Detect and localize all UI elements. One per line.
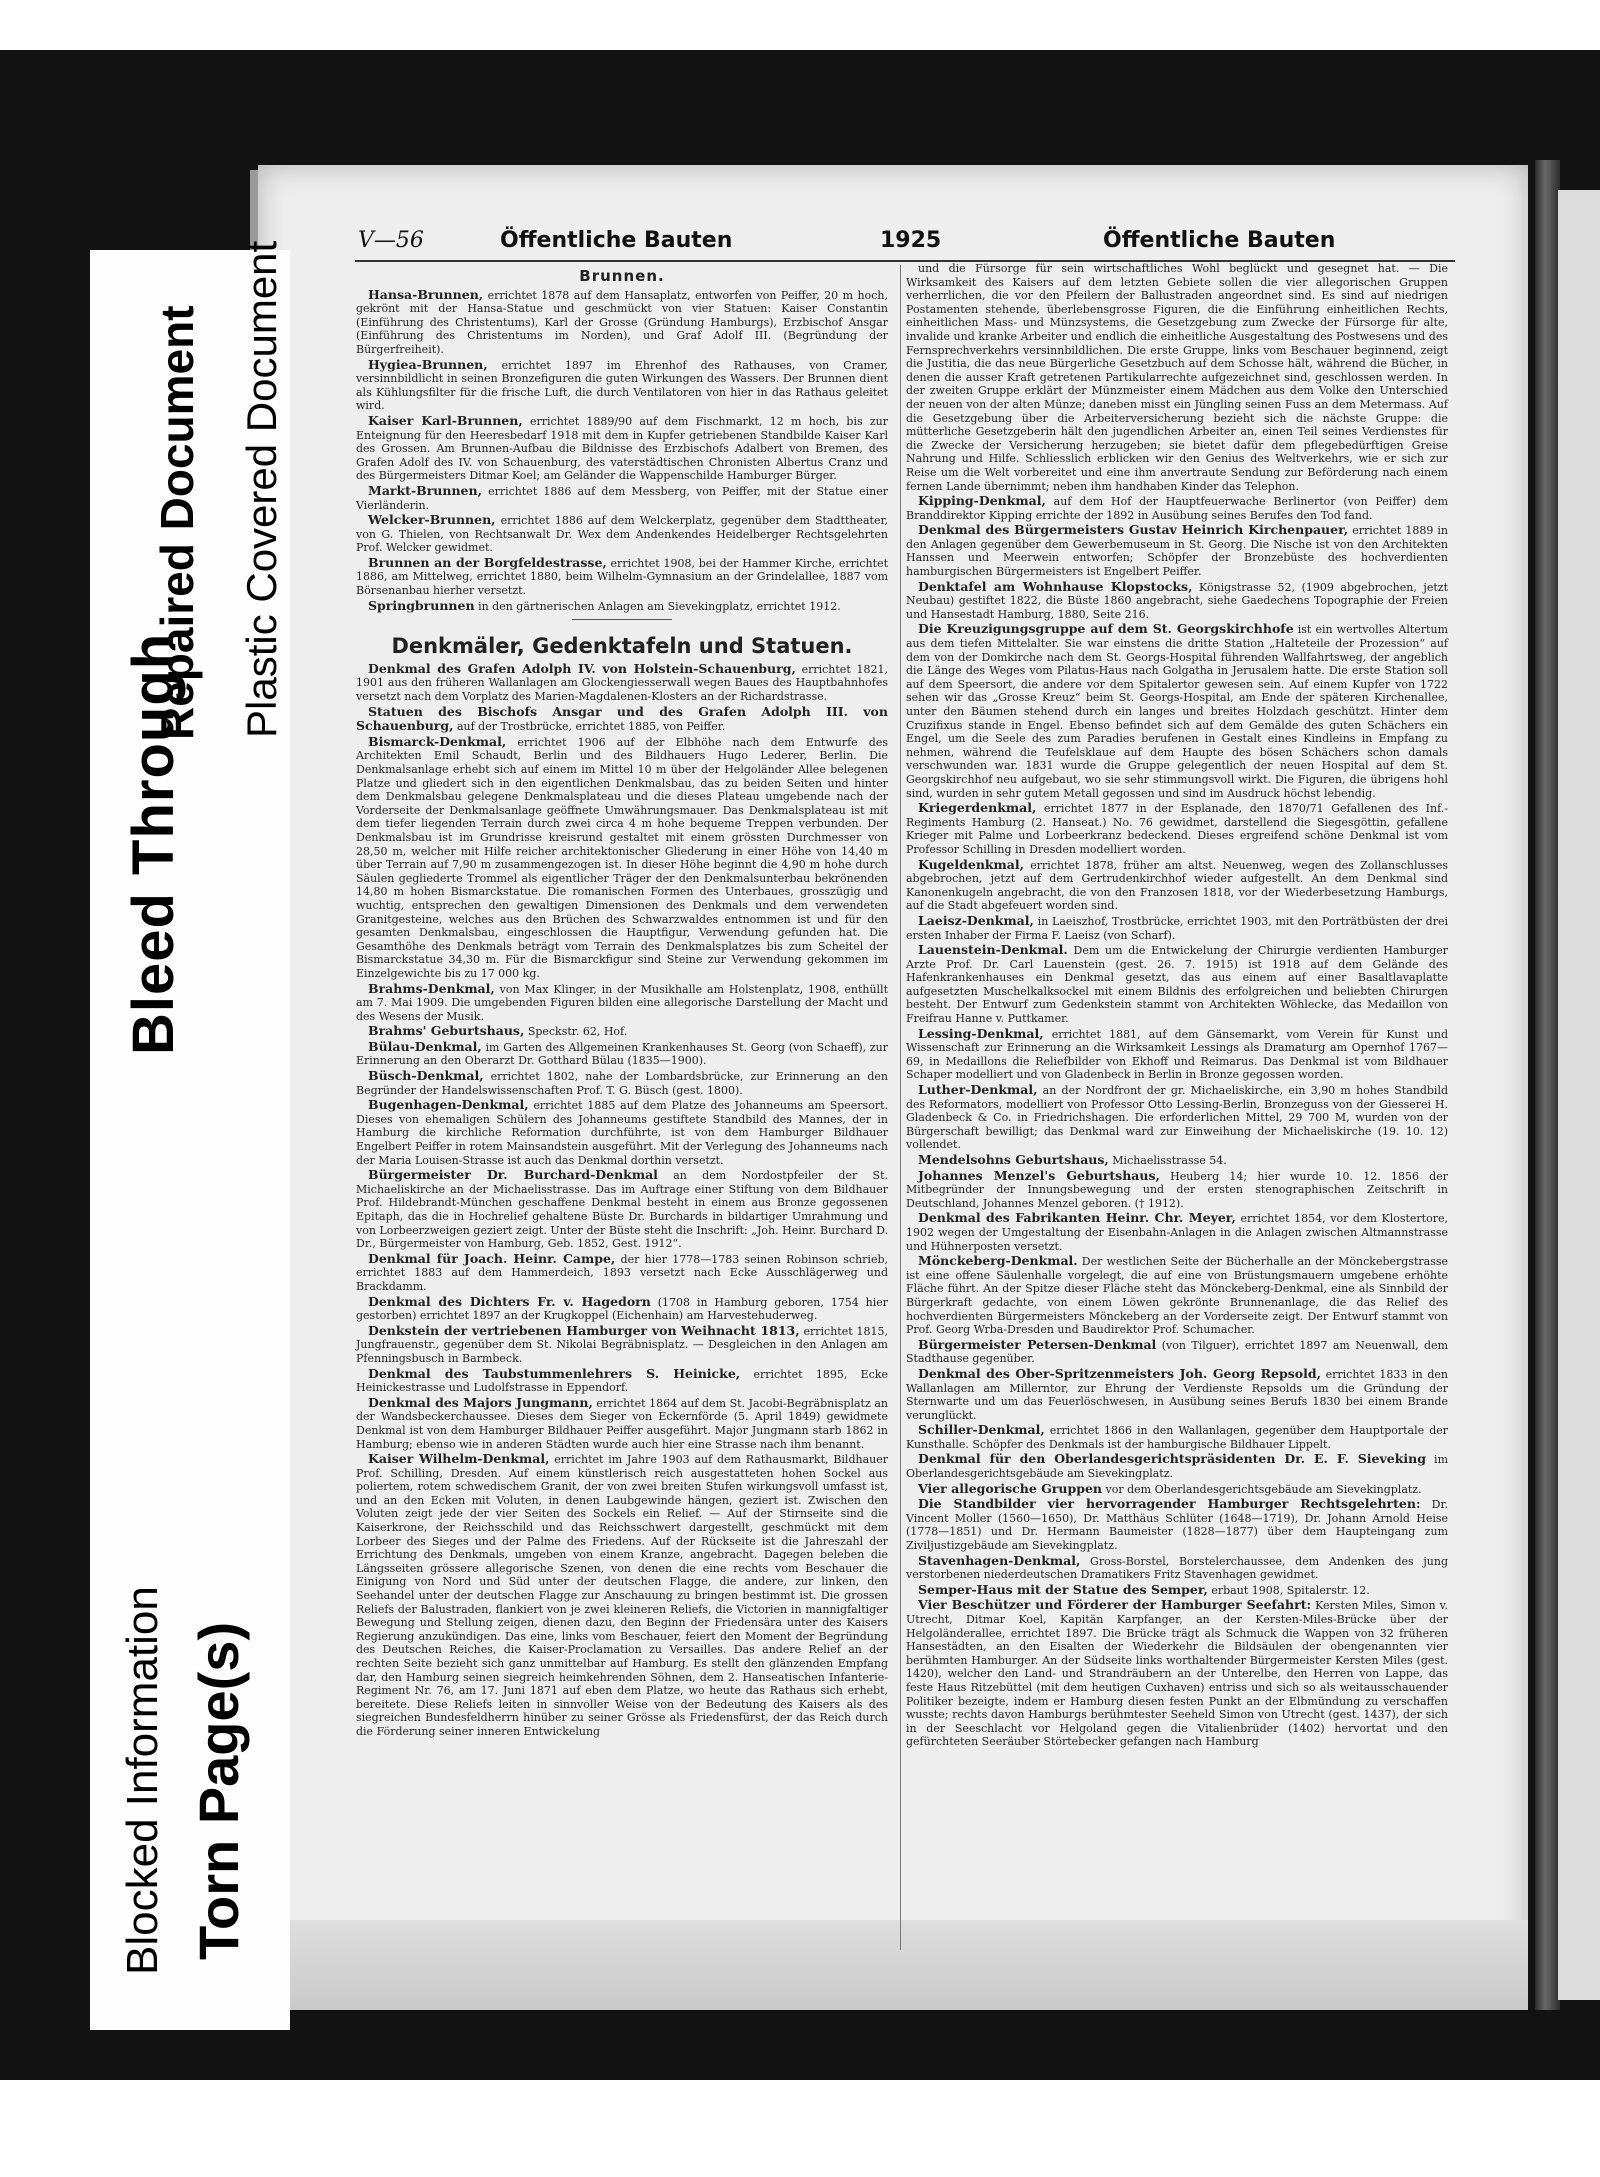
entry-lead: Hansa-Brunnen,	[368, 286, 484, 302]
entry-paragraph	[906, 1211, 1448, 1253]
section-divider	[572, 619, 672, 620]
entry-lead: Stavenhagen-Denkmal,	[918, 1552, 1081, 1568]
entry-paragraph	[906, 1254, 1448, 1337]
entry-paragraph	[356, 1295, 888, 1323]
entry-text: errichtet 1878, früher am altst. Neuenweg, wegen des Zollanschlusses abgebrochen, jetzt auf dem Gertrudenkirchhof wieder aufgestellt. An dem Denkmal sind Kanonenkugeln angebracht, die von den Franzosen 1818, vor der Wiederbesetzung Hamburgs, auf die Stadt abgefeuert worden sind.	[906, 858, 1449, 913]
entry-text: errichtet 1897 im Ehrenhof des Rathauses, von Cramer, versinnbildlicht in seinen Bronzefiguren die guten Wirkungen des Wassers. Der Brunnen dient als Kühlungsfilter für die frische Luft, die durch Ventilatoren von hier in das Rathaus geleitet wird.	[356, 358, 888, 413]
label-repaired-document: Repaired Document	[151, 305, 203, 740]
entry-lead: Schiller-Denkmal,	[918, 1422, 1045, 1438]
entry-lead: Bürgermeister Petersen-Denkmal	[918, 1336, 1157, 1352]
entry-text: errichtet 1889 in den Anlagen gegenüber dem Gewerbemuseum in St. Georg. Die Nische ist von den Architekten Hanssen und Meerwein entworfen; Schöpfer der Bronzebüste des hochverdienten hamburgischen Bürgermeisters ist Engelbert Peiffer.	[906, 524, 1449, 579]
brunnen-entries	[356, 288, 888, 614]
entry-lead: Die Standbilder vier hervorragender Hamburger Rechtsgelehrten:	[918, 1496, 1421, 1512]
entry-lead: Mendelsohns Geburtshaus,	[918, 1152, 1109, 1167]
entry-paragraph	[906, 622, 1448, 800]
entry-lead: Denkmal des Majors Jungmann,	[368, 1394, 593, 1410]
entry-text: ist ein wertvolles Altertum aus dem tiefen Mittelalter. Sie war einstens die dritte Station „Halteteile der Prozession“ auf dem von der Domkirche nach dem St. Georgs-Hospital führenden Wallfahrtsweg, der angeblich die Länge des Weges vom Pilatus-Haus nach Golgatha in Jerusalem hatte. Die erste Station soll auf dem Speersort, die andere vor dem Spitalertor gewesen sein. Auf einem Kupfer von 1722 sehen wir das „Grosse Kreuz“ beim St. Georgs-Hospital, am Ende der späteren Kirchenallee, unter den Bäumen stehend durch ein langes und breites Holzdach geschützt. Hinter dem Cruzifixus stande in Engel. Ebenso befindet sich auf dem Gemälde des guten Schächers ein Engel, um die Seele des zum Paradies berufenen in Gestalt eines Kindleins in Empfang zu nehmen, während die Teufelsklaue auf dem Haupte des bösen Schächers schon damals verschwunden war. 1831 wurde die Gruppe gelegentlich der neuen Hospital auf dem St. Georgskirchhof neu aufgebaut, wo sie sehr stimmungsvoll wirkt. Die Figuren, die übrigens hohl sind, wurden in sehr gutem Metall gegossen und sind im Ausdruck höchst lebendig.	[906, 623, 1448, 800]
entry-paragraph	[356, 1396, 888, 1451]
entry-text: auf der Trostbrücke, errichtet 1885, von Peiffer.	[456, 720, 726, 734]
entry-text: errichtet 1886 auf dem Welckerplatz, gegenüber dem Stadttheater, von G. Thielen, von Rechtsanwalt Dr. Wex dem Andenkendes Heidelberger Rechtsgelehrten Prof. Welcker gewidmet.	[356, 514, 888, 555]
entry-paragraph	[356, 414, 888, 483]
entry-text: Gross-Borstel, Borstelerchaussee, dem Andenken des jung verstorbenen niederdeutschen Dramatikers Fritz Stavenhagen gewidmet.	[906, 1554, 1448, 1582]
entry-text: errichtet 1815, Jungfrauenstr., gegenüber dem St. Nikolai Begräbnisplatz. — Desgleichen in den Anlagen am Pfenningsbusch in Barmbeck.	[356, 1324, 888, 1365]
entry-lead: Laeisz-Denkmal,	[918, 912, 1034, 928]
entry-text: Dr. Vincent Moller (1560—1650), Dr. Matthäus Schlüter (1648—1719), Dr. Johann Arnold Heise (1778—1851) und Dr. Hermann Baumeister (1828—1877) über dem Haupteingang zum Ziviljustizgebäude am Sievekingplatz.	[906, 1498, 1448, 1553]
entry-lead: Denkmal des Taubstummenlehrers S. Heinicke,	[368, 1365, 741, 1381]
entry-paragraph	[356, 735, 888, 981]
entry-text: errichtet 1864 auf dem St. Jacobi-Begräbnisplatz an der Wandsbeckerchaussee. Dieses dem Sieger von Eckernförde (5. April 1849) gewidmete Denkmal ist von dem Hamburger Bildhauer Peiffer ausgeführt. Major Jungmann starb 1862 in Hamburg; ebenso wie in anderen Städten wurde auch hier eine Strasse nach ihm benannt.	[356, 1396, 888, 1451]
entry-lead: Denkmal des Dichters Fr. v. Hagedorn	[368, 1293, 651, 1309]
entry-lead: Kaiser Karl-Brunnen,	[368, 412, 523, 428]
book-spine	[1535, 160, 1560, 2010]
entry-text: an dem Nordostpfeiler der St. Michaeliskirche an der Michaelisstrasse. Das im Auftrage einer Stiftung von dem Bildhauer Prof. Hildebrandt-München geschaffene Denkmal besteht in einem aus Bronze gegossenen Epitaph, das die in Hochrelief gehaltene Büste Dr. Burchards in bildartiger Umrahmung und von Lorbeerzweigen geziert zeigt. Unter der Büste steht die Inschrift: „Joh. Heinr. Burchard D. Dr., Bürgermeister von Hamburg, Geb. 1852, Gest. 1912“.	[356, 1169, 889, 1251]
column-divider	[900, 265, 901, 1950]
entry-text: in Laeiszhof, Trostbrücke, errichtet 1903, mit den Porträtbüsten der drei ersten Inhaber der Firma F. Laeisz (von Scharf).	[906, 914, 1448, 942]
entry-lead: Kaiser Wilhelm-Denkmal,	[368, 1451, 550, 1467]
entry-paragraph	[906, 1169, 1448, 1211]
page-bottom-margin	[258, 1920, 1528, 2010]
entry-lead: Mönckeberg-Denkmal.	[918, 1253, 1078, 1269]
entry-text: errichtet 1881, auf dem Gänsemarkt, vom Verein für Kunst und Wissenschaft zur Erinnerung an die Wirksamkeit Lessings als Dramaturg am Opernhof 1767—69, in Medaillons die Reliefbilder von Ekhoff und Reimarus. Das Denkmal ist vom Bildhauer Schaper modelliert und von Gladenbeck in Berlin in Bronze gegossen worden.	[906, 1027, 1448, 1082]
entry-lead: Büsch-Denkmal,	[368, 1068, 484, 1084]
entry-text: der hier 1778—1783 seinen Robinson schrieb, errichtet 1883 auf dem Hammerdeich, 1893 versetzt nach Ecke Ausschlägerweg und Brackdamm.	[356, 1252, 888, 1293]
entry-paragraph	[906, 262, 1448, 493]
entry-lead: Bismarck-Denkmal,	[368, 733, 507, 749]
entry-text: Kersten Miles, Simon v. Utrecht, Ditmar Koel, Kapitän Karpfanger, an der Kersten-Miles-Brücke über der Helgoländerallee, errichtet 1897. Die Brücke trägt als Schmuck die Wappen von 32 früheren Hansestädten, an den Eisalten der Wiederkehr die Bildsäulen der obengenannten vier berühmten Hamburger. An der Südseite links worthaltender Bürgermeister Kersten Miles (gest. 1420), welcher den Land- und Strandräubern an der Unterelbe, den Herren von Lappe, das feste Haus Ritzebüttel (mit dem heutigen Cuxhaven) entriss und sich so als weitausschauender Politiker bezeigte, indem er Hamburg diesen festen Punkt an der Elbmündung zu verschaffen wusste; rechts davon Hamburgs berühmtester Seeheld Simon von Utrecht (gest. 1437), der sich in der Seeschlacht vor Helgoland gegen die Vitalienbrüder (1402) hervortat und den gefürchteten Seeräuber Störtebecker gefangen nach Hamburg	[906, 1599, 1449, 1749]
entry-paragraph	[906, 1583, 1448, 1598]
entry-text: Der westlichen Seite der Bücherhalle an der Mönckebergstrasse ist eine offene Säulenhalle vorgelegt, die auf eine von Brüstungsmauern umgebene erhöhte Fläche führt. An der Spitze dieser Fläche steht das Mönckeberg-Denkmal, eine als Sinnbild der Bürgerkraft gedachte, von einem Löwen gekrönte Brunnenanlage, die das Relief des hochverdienten Bürgermeisters Mönckeberg an der Vorderseite zeigt. Der Entwurf stammt von Prof. Georg Wrba-Dresden und Baudirektor Prof. Schumacher.	[906, 1255, 1448, 1337]
entry-text: errichtet 1906 auf der Elbhöhe nach dem Entwurfe des Architekten Emil Schaudt, Berlin und des Bildhauers Hugo Lederer, Berlin. Die Denkmalsanlage erhebt sich auf einem im Mittel 10 m über der Helgoländer Allee belegenen Platze und gliedert sich in den eigentlichen Denkmalsbau, das zu beiden Seiten und hinter dem Denkmalsbau gelegene Denkmalsplateau und die dieses Plateau umgebende nach der Vorderseite der Denkmalsanlage geöffnete Umwährungsmauer. Das Denkmalsplateau ist mit dem tiefer liegenden Terrain durch zwei circa 4 m hohe bequeme Treppen verbunden. Der Denkmalsbau ist im Grundrisse kreisrund gestaltet mit einem grössten Durchmesser von 28,50 m, welcher mit Hilfe reicher architektonischer Gliederung in einer Höhe von 14,40 m über Terrain auf 7,90 m zusammengezogen ist. In dieser Höhe beginnt die 4,90 m hohe durch Säulen gegliederte Trommel als eigentlicher Träger der den Denkmalsunterbau bekrönenden 14,80 m hohen Bismarckstatue. Die romanischen Formen des Unterbaues, grosszügig und wuchtig, entsprechen den gewaltigen Dimensionen des Denkmals und dem verwendeten Granitgesteine, welches aus den Brüchen des Schwarzwaldes entnommen ist und für den gesamten Denkmalsbau, eingeschlossen die Hauptfigur, Verwendung gefunden hat. Die Gesamthöhe des Denkmals beträgt vom Terrain des Denkmalsplatzes bis zum Scheitel der Bismarckstatue 34,30 m. Für die Bismarckfigur sind Steine zur Verwendung gekommen im Einzelgewichte bis zu 17 000 kg.	[356, 735, 888, 980]
running-title-left: Öffentliche Bauten	[500, 228, 733, 253]
entry-paragraph	[356, 484, 888, 512]
entry-text: erbaut 1908, Spitalerstr. 12.	[1211, 1583, 1370, 1597]
denkmal-entries	[356, 662, 888, 1739]
left-column	[356, 268, 888, 1740]
running-title-right: Öffentliche Bauten	[1103, 228, 1336, 253]
entry-paragraph	[356, 1367, 888, 1395]
entry-paragraph	[906, 523, 1448, 578]
entry-paragraph	[356, 705, 888, 734]
entry-lead: Denkmal des Bürgermeisters Gustav Heinrich Kirchenpauer,	[918, 522, 1349, 538]
label-plastic-covered: Plastic Covered Document	[238, 240, 285, 738]
entry-lead: Welcker-Brunnen,	[368, 512, 496, 528]
entry-paragraph	[356, 1324, 888, 1366]
entry-paragraph	[356, 1069, 888, 1097]
entry-text: errichtet 1878 auf dem Hansaplatz, entworfen von Peiffer, 20 m hoch, gekrönt mit der Hansa-Statue und geschmückt von vier Statuen: Kaiser Constantin (Einführung des Christentums), Karl der Grosse (Gründung Hamburgs), Erzbischof Ansgar (Einführung des Christentums im Norden), und Graf Adolf III. (Begründung der Bürgerfreiheit).	[356, 288, 889, 356]
entry-paragraph	[356, 599, 888, 614]
entry-lead: Denkmal des Fabrikanten Heinr. Chr. Meyer,	[918, 1210, 1236, 1226]
entry-lead: Brahms' Geburtshaus,	[368, 1023, 525, 1039]
entry-lead: Kriegerdenkmal,	[918, 800, 1037, 816]
running-year: 1925	[880, 228, 942, 253]
entry-lead: Brahms-Denkmal,	[368, 980, 495, 996]
entry-text: errichtet im Jahre 1903 auf dem Rathausmarkt, Bildhauer Prof. Schilling, Dresden. Auf einem künstlerisch reich ausgestatteten hohen Sockel aus poliertem, rotem schwedischem Granit, der von zwei breiten Stufen wirkungsvoll umfasst ist, und an den Ecken mit Voluten, in denen Laubgewinde hängen, geziert ist. Zwischen den Voluten zeigt jede der vier Seiten des Sockels ein Relief. — Auf der Stirnseite sind die Kaiserkrone, der Reichsschild und das Reichsschwert dargestellt, geschmückt mit dem Lorbeer des Sieges und der Palme des Friedens. Auf der Rückseite ist die Jahreszahl der Errichtung des Denkmals, umgeben von einem Kranze, angebracht. Dagegen beleben die Längsseiten grössere allegorische Szenen, von denen die eine rechts vom Beschauer die Einigung von Nord und Süd unter der deutschen Flagge, die andere, zur linken, den Seehandel unter der deutschen Flagge zur Anschauung zu bringen bestimmt ist. Die grossen Reliefs der Balustraden, flankiert von je zwei kleineren Reliefs, die Victorien in mannigfaltiger Bewegung und Stellung zeigen, dienen dazu, den Beginn der Friedensära unter des Kaisers Regierung anzukündigen. Das eine, links vom Beschauer, feiert den Moment der Begründung des Deutschen Reiches, die Kaiser-Proclamation zu Versailles. Das andere Relief an der rechten Seite bezieht sich ganz unmittelbar auf Hamburg. Es stellt den glänzenden Empfang dar, den Hamburg seinen siegreich heimkehrenden Söhnen, dem 2. Hanseatischen Infanterie-Regiment Nr. 76, am 17. Juni 1871 auf eben dem Platze, wo heute das Rathaus sich erhebt, bereitete. Diese Reliefs leiten in sinnvoller Weise von der Bedeutung des Kaisers als des siegreichen Bundesfeldherrn hinüber zu seiner Grösse als Friedensfürst, der das Reich durch die Förderung seiner inneren Entwickelung	[356, 1453, 888, 1738]
entry-paragraph	[356, 1252, 888, 1294]
entry-lead: Brunnen an der Borgfeldestrasse,	[368, 554, 607, 570]
entry-lead: Denkmal für den Oberlandesgerichtspräsidenten Dr. E. F. Sieveking	[918, 1451, 1426, 1467]
entry-paragraph	[906, 1554, 1448, 1582]
entry-text: errichtet 1821, 1901 aus den früheren Wallanlagen am Glockengiesserwall wegen Baues des Hauptbahnhofes versetzt nach dem Vorplatz des Marien-Magdalenen-Klosters an der Richardstrasse.	[356, 662, 888, 704]
entry-text: vor dem Oberlandesgerichtsgebäude am Sievekingplatz.	[1105, 1482, 1422, 1496]
entry-paragraph	[356, 982, 888, 1024]
entry-text: errichtet 1854, vor dem Klostertore, 1902 wegen der Umgestaltung der Eisenbahn-Anlagen in die Anlagen zwischen Altmannstrasse und Hühnerposten versetzt.	[906, 1212, 1448, 1253]
entry-lead: Hygiea-Brunnen,	[368, 356, 488, 372]
entry-lead: Vier allegorische Gruppen	[918, 1480, 1102, 1496]
entry-paragraph	[356, 358, 888, 413]
entry-paragraph	[906, 1497, 1448, 1552]
entry-lead: Bülau-Denkmal,	[368, 1038, 482, 1054]
entry-paragraph	[356, 1024, 888, 1039]
label-bleed-through: Bleed Through	[121, 632, 186, 1055]
entry-lead: Bugenhagen-Denkmal,	[368, 1097, 529, 1113]
entry-text: von Max Klinger, in der Musikhalle am Holstenplatz, 1908, enthüllt am 7. Mai 1909. Die umgebenden Figuren bilden eine allegorische Darstellung der Macht und des Wesens der Musik.	[356, 982, 888, 1023]
entry-text: errichtet 1802, nahe der Lombardsbrücke, zur Erinnerung an den Begründer der Handelswissenschaften Prof. T. G. Büsch (gest. 1800).	[356, 1070, 889, 1097]
entry-paragraph	[906, 858, 1448, 913]
entry-paragraph	[906, 1027, 1448, 1082]
entry-text: Heuberg 14; hier wurde 10. 12. 1856 der Mitbegründer der Innungsbewegung und der ersten stenographischen Zeitschrift in Deutschland, Johannes Menzel geboren. († 1912).	[906, 1169, 1448, 1210]
entry-paragraph	[906, 1423, 1448, 1451]
entry-text: errichtet 1895, Ecke Heinickestrasse und Ludolfstrasse in Eppendorf.	[356, 1367, 888, 1395]
entry-paragraph	[906, 914, 1448, 942]
entry-lead: Springbrunnen	[368, 597, 475, 613]
entry-text: und die Fürsorge für sein wirtschaftliches Wohl beglückt und gesegnet hat. — Die Wirksamkeit des Kaisers auf dem letzten Gebiete sollen die vier allegorischen Gruppen verherrlichen, die vor den Pfeilern der Ballustraden angeordnet sind. Es sind auf niedrigen Postamenten stehende, überlebensgrosse Figuren, die die Einführung einheitlichen Rechts, einheitlichen Mass- und Münzsystems, die Gesetzgebung zum Zwecke der Fürsorge für alte, invalide und kranke Arbeiter und endlich die einheitliche Ausgestaltung des Postwesens und des Fernsprechverkehrs versinnbildlichen. Die erste Gruppe, links vom Beschauer beginnend, zeigt die Justitia, die das neue Bürgerliche Gesetzbuch auf dem Schosse hält, während die Bücher, in denen die ausser Kraft getretenen Partikularrechte aufgezeichnet sind, geschlossen werden. In der zweiten Gruppe erklärt der Münzmeister einem Mädchen aus dem Volke den Unterschied der neuen von der alten Münze; daneben misst ein Jüngling seinen Fuss an dem Metermass. Auf die Gesetzgebung über die Arbeiterversicherung bezieht sich die nächste Gruppe: die mütterliche Gesetzgeberin hält den jugendlichen Arbeiter an, einen Teil seines Verdienstes für die Zwecke der Versicherung herzugeben; sie bietet dafür dem pflegebedürftigen Greise Nahrung und Hilfe. Schliesslich erblicken wir den Genius des Weltverkehrs, wie er sich zur Reise um die Welt vorbereitet und eine ihm anvertraute Sendung zur Beförderung nach einem fernen Lande übernimmt; neben ihm handhaben Kinder das Telephon.	[906, 262, 1448, 493]
entry-text: in den gärtnerischen Anlagen am Sievekingplatz, errichtet 1912.	[478, 599, 841, 613]
label-torn-pages: Torn Page(s)	[187, 1621, 250, 1960]
entry-paragraph	[356, 1098, 888, 1167]
entry-text: errichtet 1833 in den Wallanlagen am Millerntor, zur Ehrung der Verdienste Repsolds um die Gründung der Sternwarte und um das Feuerlöschwesen, in Ausübung seines Berufs 1830 bei einem Brande verunglückt.	[906, 1367, 1448, 1422]
entry-text: an der Nordfront der gr. Michaeliskirche, ein 3,90 m hohes Standbild des Reformators, modelliert von Professor Otto Lessing-Berlin, Bronzeguss von der Giesserei H. Gladenbeck & Co. in Friedrichshagen. Die erforderlichen Mittel, 29 700 M, wurden von der Bürgerschaft bewilligt; das Denkmal ward zur Einweihung der Michaeliskirche (19. 10. 12) vollendet.	[906, 1084, 1449, 1152]
entry-text: auf dem Hof der Hauptfeuerwache Berlinertor (von Peiffer) dem Branddirektor Kipping errichte der 1892 in Ausübung seines Berufes den Tod fand.	[906, 495, 1449, 522]
entry-text: (1708 in Hamburg geboren, 1754 hier gestorben) errichtet 1897 an der Krugkoppel (Eichenhain) am Harvestehuderweg.	[356, 1295, 889, 1323]
entry-lead: Denktafel am Wohnhause Klopstocks,	[918, 578, 1193, 594]
entry-lead: Statuen des Bischofs Ansgar und des Grafen Adolph III. von Schauenburg,	[356, 703, 888, 734]
entry-lead: Semper-Haus mit der Statue des Semper,	[918, 1581, 1208, 1597]
label-blocked-information: Blocked Information	[118, 1586, 167, 1975]
entry-paragraph	[356, 288, 888, 357]
entry-lead: Denkstein der vertriebenen Hamburger von Weihnacht 1813,	[368, 1322, 800, 1338]
section-title-brunnen: Brunnen.	[579, 267, 665, 285]
entry-lead: Markt-Brunnen,	[368, 482, 482, 498]
entry-paragraph	[906, 1367, 1448, 1422]
entry-paragraph	[906, 1598, 1448, 1749]
entry-text: errichtet 1908, bei der Hammer Kirche, errichtet 1886, am Mittelweg, errichtet 1880, beim Wilhelm-Gymnasium an der Grindelallee, 1887 vom Börsenanbau hierher versetzt.	[356, 556, 888, 598]
entry-paragraph	[356, 1452, 888, 1738]
entry-paragraph	[356, 1040, 888, 1068]
entry-text: Michaelisstrasse 54.	[1112, 1154, 1227, 1167]
entry-lead: Kipping-Denkmal,	[918, 493, 1046, 509]
entry-paragraph	[906, 1452, 1448, 1480]
entry-lead: Lessing-Denkmal,	[918, 1025, 1044, 1041]
entry-lead: Bürgermeister Dr. Burchard-Denkmal	[368, 1167, 658, 1183]
entry-lead: Lauenstein-Denkmal.	[918, 942, 1068, 958]
entry-lead: Luther-Denkmal,	[918, 1082, 1038, 1098]
entry-text: Dem um die Entwickelung der Chirurgie verdienten Hamburger Arzte Prof. Dr. Carl Lauenstein (gest. 26. 7. 1915) ist 1918 auf dem Gelände des Hafenkrankenhauses ein Denkmal gesetzt, das aus einem auf einer Basaltlavaplatte aufgesetzten Muschelkalksockel mit einem Bildnis des erfolgreichen und beliebten Chirurgen besteht. Der Entwurf zum Gedenkstein stammt von Architekten Wöhlecke, das Medaillon von Freifrau Hanne v. Puttkamer.	[906, 944, 1449, 1026]
entry-paragraph	[356, 556, 888, 598]
page-reference: V—56	[358, 228, 424, 253]
entry-lead: Die Kreuzigungsgruppe auf dem St. Georgskirchhofe	[918, 621, 1294, 637]
entry-paragraph	[906, 1083, 1448, 1152]
entry-paragraph	[356, 513, 888, 555]
entry-text: Königstrasse 52, (1909 abgebrochen, jetzt Neubau) gestiftet 1822, die Büste 1860 angebracht, siehe Gaedechens Topographie der Freien und Hansestadt Hamburg, 1880, Seite 216.	[906, 580, 1448, 621]
entry-text: errichtet 1885 auf dem Platze des Johanneums am Speersort. Dieses von ehemaligen Schülern des Johanneums gestiftete Standbild des Mannes, der in Hamburg die kirchliche Reformation durchführte, ist von dem Hamburger Bildhauer Engelbert Peiffer in rotem Mainsandstein ausgeführt. Mit der Verlegung des Johanneums nach der Maria Louisen-Strasse ist auch das Denkmal dorthin versetzt.	[356, 1099, 888, 1167]
entry-paragraph	[906, 943, 1448, 1026]
entry-lead: Johannes Menzel's Geburtshaus,	[918, 1167, 1160, 1183]
entry-lead: Denkmal des Grafen Adolph IV. von Holstein-Schauenburg,	[368, 660, 796, 676]
entry-lead: Kugeldenkmal,	[918, 856, 1024, 872]
entry-paragraph	[906, 801, 1448, 856]
entry-paragraph	[356, 1168, 888, 1251]
entry-text: (von Tilguer), errichtet 1897 am Neuenwall, dem Stadthause gegenüber.	[906, 1338, 1448, 1366]
entry-text: im Garten des Allgemeinen Krankenhauses St. Georg (von Schaeff), zur Erinnerung an den Oberarzt Dr. Gotthard Bülau (1835—1900).	[356, 1040, 889, 1068]
entry-lead: Vier Beschützer und Förderer der Hamburger Seefahrt:	[918, 1597, 1312, 1613]
entry-text: errichtet 1886 auf dem Messberg, von Peiffer, mit der Statue einer Vierländerin.	[356, 484, 888, 512]
entry-lead: Denkmal für Joach. Heinr. Campe,	[368, 1250, 616, 1266]
entry-paragraph	[356, 662, 888, 704]
right-entries	[906, 262, 1448, 1749]
entry-paragraph	[906, 1338, 1448, 1366]
entry-lead: Denkmal des Ober-Spritzenmeisters Joh. Georg Repsold,	[918, 1365, 1321, 1381]
right-column	[906, 262, 1448, 1750]
section-title-denkmaeler: Denkmäler, Gedenktafeln und Statuen.	[391, 634, 853, 659]
entry-paragraph	[906, 1482, 1448, 1497]
adjacent-page-edge	[1558, 190, 1600, 2000]
entry-paragraph	[906, 494, 1448, 522]
entry-paragraph	[906, 580, 1448, 622]
entry-paragraph	[906, 1153, 1448, 1168]
entry-text: Speckstr. 62, Hof.	[527, 1025, 628, 1039]
entry-text: errichtet 1877 in der Esplanade, den 1870/71 Gefallenen des Inf.-Regiments Hamburg (2. Hanseat.) No. 76 gewidmet, darstellend die Siegesgöttin, gefallene Krieger mit Palme und Lorbeerkranz bedeckend. Dieses ergreifend schöne Denkmal ist vom Professor Schilling in Dresden modelliert worden.	[906, 802, 1448, 856]
entry-text: errichtet 1866 in den Wallanlagen, gegenüber dem Hauptportale der Kunsthalle. Schöpfer des Denkmals ist der hamburgische Bildhauer Lippelt.	[906, 1424, 1449, 1451]
entry-text: errichtet 1889/90 auf dem Fischmarkt, 12 m hoch, bis zur Enteignung für den Heeresbedarf 1918 mit dem in Kupfer getriebenen Standbilde Kaiser Karl des Grossen. Am Brunnen-Aufbau die Bildnisse des Erzbischofs Adalbert von Bremen, des Grafen Adolf des IV. von Schauenburg, des vaterstädtischen Chronisten Albertus Cranz und des Bürgermeisters Ditmar Koel; am Geländer die Wappenschilde Hamburger Bürger.	[356, 414, 889, 483]
entry-text: im Oberlandesgerichtsgebäude am Sievekingplatz.	[906, 1453, 1448, 1481]
